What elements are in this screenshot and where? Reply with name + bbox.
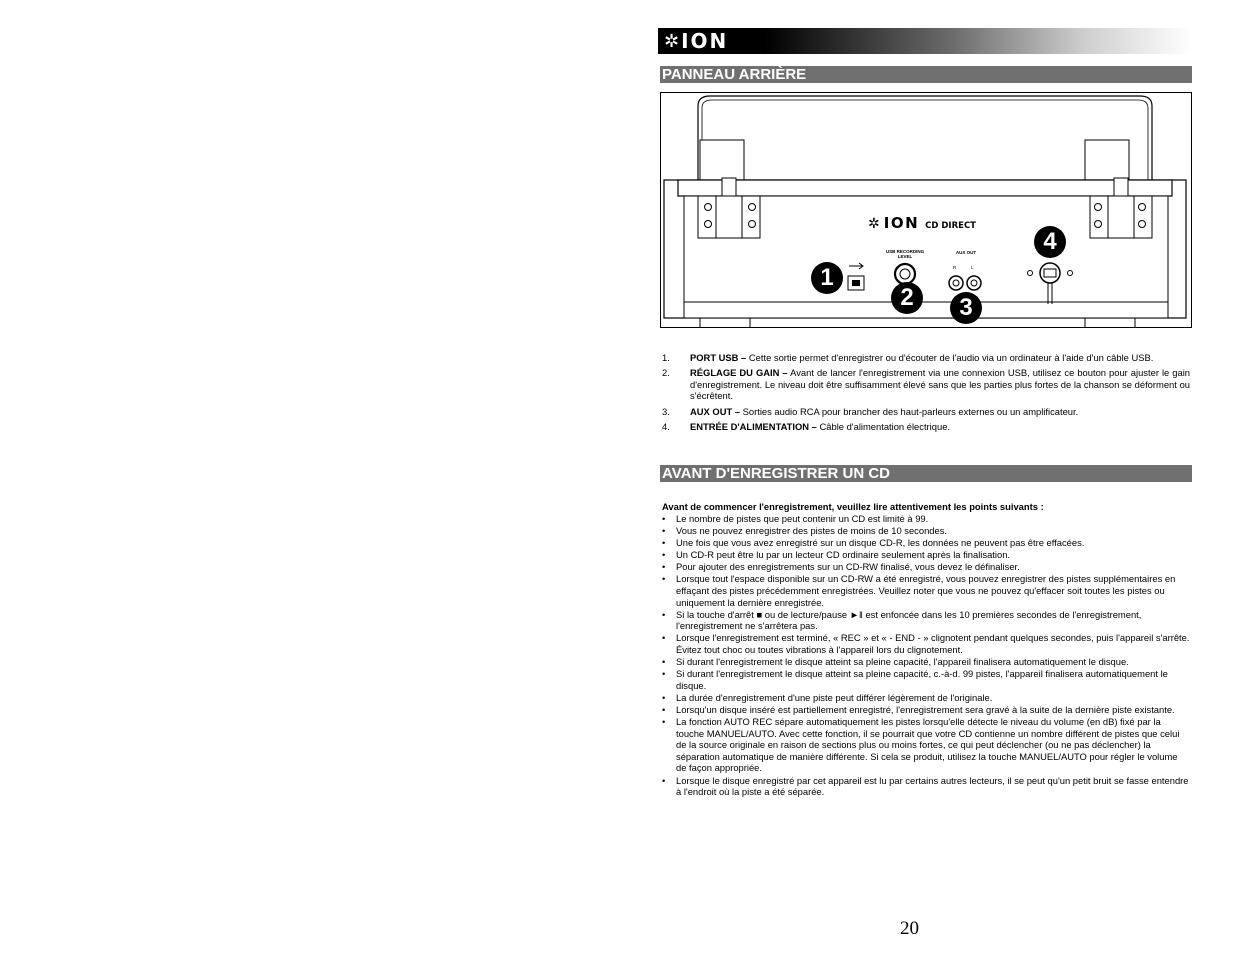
list-item: • Lorsque le disque enregistré par cet appareil est lu par certains autres lecteurs, il se peut qu'un petit bruit se fasse entendre à l'endroit où la piste a été séparée. <box>662 774 1189 798</box>
section-title-rear-panel: PANNEAU ARRIÈRE <box>660 66 1192 83</box>
bullet-icon: • <box>662 537 666 549</box>
bullet-icon: • <box>662 573 666 585</box>
rear-panel-illustration <box>660 92 1192 328</box>
section-title-before-recording: AVANT D'ENREGISTRER UN CD <box>660 465 1192 482</box>
brand-header-bar <box>658 28 1192 54</box>
list-item: • Si durant l'enregistrement le disque atteint sa pleine capacité, c.-à-d. 99 pistes, l'appareil finalisera automatiquement le disque. <box>662 668 1168 691</box>
callout-3: 3 <box>959 294 973 321</box>
callout-2: 2 <box>900 284 914 311</box>
bullet-icon: • <box>662 704 666 715</box>
figure-model-name: CD DIRECT <box>925 221 976 231</box>
figure-logo <box>868 214 976 232</box>
aux-r-label: R <box>953 265 957 270</box>
brand-logo-text: ION <box>681 29 729 53</box>
usb-recording-level-label: USB RECORDING LEVEL <box>885 249 925 259</box>
item-text: Sorties audio RCA pour brancher des haut-parleurs externes ou un amplificateur. <box>740 405 1079 417</box>
list-item: • La durée d'enregistrement d'une piste peut différer légèrement de l'originale. <box>662 691 993 703</box>
bullet-icon: • <box>662 525 666 537</box>
list-item: • Si durant l'enregistrement le disque atteint sa pleine capacité, l'appareil finalisera automatiquement le disque. <box>662 656 1129 668</box>
intro-text: Avant de commencer l'enregistrement, veuillez lire attentivement les points suivants : <box>662 501 1044 512</box>
bullet-icon: • <box>662 691 666 703</box>
brand-logo <box>664 30 728 52</box>
figure-logo-text: ION <box>883 214 920 232</box>
list-item: 4. ENTRÉE D'ALIMENTATION – Câble d'alimentation électrique. <box>662 420 951 432</box>
item-text: Cette sortie permet d'enregistrer ou d'écouter de l'audio via un ordinateur à l'aide d'un câble USB. <box>746 352 1154 363</box>
page-number: 20 <box>900 918 919 939</box>
rear-panel-drawing <box>660 92 1192 328</box>
list-item: • Une fois que vous avez enregistré sur un disque CD-R, les données ne peuvent pas être effacées. <box>662 537 1085 549</box>
list-item: • La fonction AUTO REC sépare automatiquement les pistes lorsqu'elle détecte le niveau du volume (en dB) fixé par la touche MANUEL/AUTO. Avec cette fonction, il se pourrait que votre CD contienne un nombre différent de pistes que celui de la source originale en raison de sections plus ou moins fortes, ce qui peut déclencher (ou ne pas déclencher) la séparation automatique de manière différente. Si cela se produit, utilisez la touche MANUEL/AUTO pour régler le volume de façon appropriée. <box>662 716 1180 774</box>
list-item: • Lorsque tout l'espace disponible sur un CD-RW a été enregistré, vous pouvez enregistrer des pistes supplémentaires en effaçant des pistes précédemment enregistrées. Veuillez noter que vous ne pouvez qu'effacer soit toutes les pistes ou uniquement la dernière enregistrée. <box>662 573 1176 608</box>
spark-icon: ✲ <box>664 30 680 52</box>
list-item: • Un CD-R peut être lu par un lecteur CD ordinaire seulement après la finalisation. <box>662 549 1011 561</box>
spark-icon: ✲ <box>868 215 880 231</box>
item-title: PORT USB – <box>690 352 747 363</box>
bullet-icon: • <box>662 656 666 668</box>
list-item: • Lorsque l'enregistrement est terminé, « REC » et « - END - » clignotent pendant quelques secondes, puis l'appareil s'arrête. Évitez tout choc ou toutes vibrations à l'appareil lors du clignotement. <box>662 632 1190 656</box>
aux-out-label: AUX OUT <box>955 250 977 255</box>
bullet-icon: • <box>662 513 666 524</box>
recording-notes-list <box>662 513 1190 798</box>
list-item: • Si la touche d'arrêt ■ ou de lecture/pause ►‖ est enfoncée dans les 10 premières secondes de l'enregistrement, l'enregistrement ne s'arrêtera pas. <box>662 608 1142 632</box>
list-item: • Vous ne pouvez enregistrer des pistes de moins de 10 secondes. <box>662 525 947 537</box>
item-title: ENTRÉE D'ALIMENTATION – <box>690 420 817 432</box>
bullet-icon: • <box>662 774 666 786</box>
bullet-icon: • <box>662 668 666 680</box>
list-item: • Lorsqu'un disque inséré est partiellement enregistré, l'enregistrement sera gravé à la suite de la dernière piste existante. <box>662 704 1175 715</box>
list-item: • Pour ajouter des enregistrements sur un CD-RW finalisé, vous devez le définaliser. <box>662 561 1020 573</box>
list-item: 1. PORT USB – Cette sortie permet d'enregistrer ou d'écouter de l'audio via un ordinateur à l'aide d'un câble USB. <box>662 352 1154 363</box>
list-item: 3. AUX OUT – Sorties audio RCA pour brancher des haut-parleurs externes ou un amplificateur. <box>662 405 1079 417</box>
list-item: 2. RÉGLAGE DU GAIN – Avant de lancer l'enregistrement via une connexion USB, utilisez ce bouton pour ajuster le gain d'enregistrement. Le niveau doit être suffisamment élevé sans que les parties plus fortes de la chanson se déforment ou s'écrêtent. <box>662 367 1190 402</box>
aux-l-label: L <box>971 265 974 270</box>
callout-1: 1 <box>820 264 834 291</box>
item-text: Câble d'alimentation électrique. <box>816 420 951 432</box>
list-item: • Le nombre de pistes que peut contenir un CD est limité à 99. <box>662 513 929 524</box>
bullet-icon: • <box>662 561 666 573</box>
item-title: AUX OUT – <box>690 405 741 417</box>
bullet-icon: • <box>662 632 666 644</box>
bullet-icon: • <box>662 716 666 728</box>
callout-4: 4 <box>1043 228 1057 255</box>
item-text: Avant de lancer l'enregistrement via une connexion USB, utilisez ce bouton pour ajuster le gain d'enregistrement. Le niveau doit être suffisamment élevé sans que les parties plus fortes de la chanson se déforment ou s'écrêtent. <box>690 367 1190 402</box>
rear-panel-feature-list <box>660 352 1190 436</box>
bullet-icon: • <box>662 549 666 561</box>
bullet-icon: • <box>662 608 666 620</box>
item-title: RÉGLAGE DU GAIN – <box>690 367 788 379</box>
